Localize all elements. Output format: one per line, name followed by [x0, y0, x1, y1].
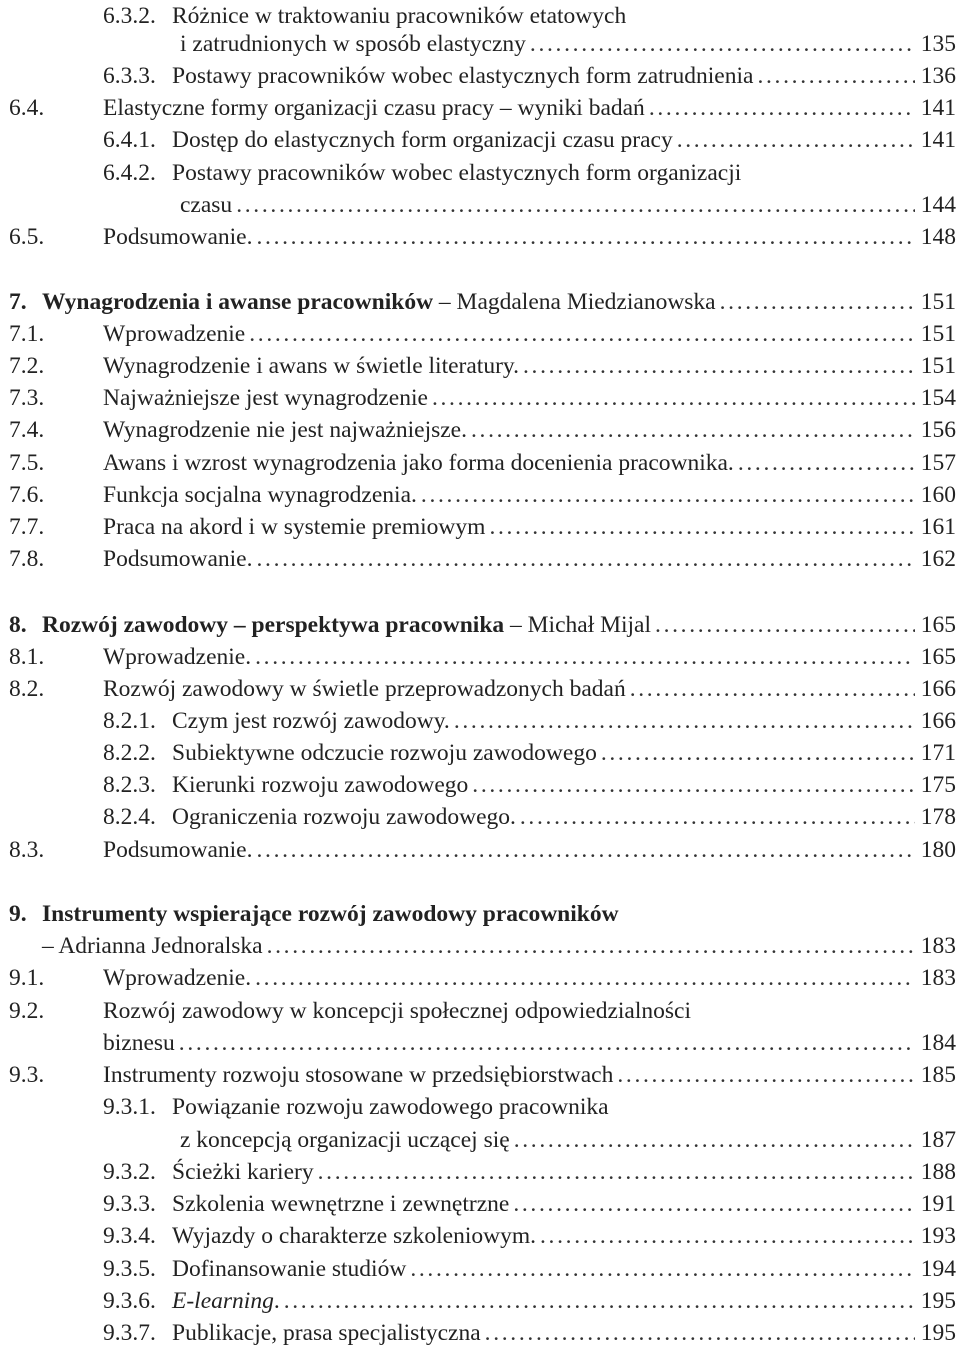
toc-entry-number: 9.1. [9, 965, 45, 991]
dot-leader [655, 609, 915, 641]
toc-entry-title [103, 962, 251, 994]
dot-leader [530, 28, 915, 60]
toc-entry [9, 609, 956, 641]
toc-entry-title [103, 673, 626, 705]
toc-entry-number: 8.2.2. [103, 740, 156, 766]
toc-entry-number: 6.3.2. [103, 3, 156, 29]
toc-entry-number: 9.3.1. [103, 1094, 156, 1120]
toc-entry-title-text: Postawy pracowników wobec elastycznych form zatrudnienia [172, 63, 754, 89]
toc-entry [103, 1317, 956, 1349]
toc-entry-number: 9.3. [9, 1062, 45, 1088]
toc-entry-title [42, 609, 651, 641]
toc-entry-title [42, 286, 716, 318]
toc-entry-page-number: 135 [920, 31, 956, 57]
toc-entry-title [103, 1059, 613, 1091]
toc-entry [9, 382, 956, 414]
toc-entry-title-text: Wprowadzenie [103, 321, 246, 347]
toc-entry-title-italic: E-learning [172, 1288, 274, 1314]
dot-leader [738, 447, 915, 479]
toc-entry-page-number: 166 [920, 708, 956, 734]
toc-entry-number: 7.4. [9, 417, 45, 443]
toc-entry-title [103, 350, 519, 382]
toc-entry-title-text: Różnice w traktowaniu pracowników etatowych [172, 3, 627, 29]
toc-entry-title [42, 898, 619, 930]
dot-leader [255, 641, 915, 673]
toc-entry-page-number: 193 [920, 1223, 956, 1249]
toc-entry-title [172, 1220, 536, 1252]
toc-entry [103, 1156, 956, 1188]
toc-entry-page-number: 194 [920, 1256, 956, 1282]
toc-entry-number: 7.2. [9, 353, 45, 379]
toc-entry [103, 1285, 956, 1317]
toc-entry-title-text: Instrumenty rozwoju stosowane w przedsiębiorstwach [103, 1062, 614, 1088]
dot-leader [256, 834, 914, 866]
toc-entry-title-text: Wyjazdy o charakterze szkoleniowym. [172, 1223, 536, 1249]
toc-entry-page-number: 136 [920, 63, 956, 89]
toc-entry-page-number: 151 [920, 289, 956, 315]
toc-entry-page-number: 195 [920, 1288, 956, 1314]
toc-entry-title-text: Podsumowanie. [103, 224, 253, 250]
toc-entry-title [172, 705, 450, 737]
toc-entry-title [172, 157, 741, 189]
toc-entry [9, 286, 956, 318]
toc-entry [9, 995, 956, 1027]
toc-entry-title-text: Powiązanie rozwoju zawodowego pracownika [172, 1094, 609, 1120]
toc-entry-title-text: – Adrianna Jednoralska [42, 933, 263, 959]
toc-entry-page-number: 154 [920, 385, 956, 411]
toc-entry-title-text: Subiektywne odczucie rozwoju zawodowego [172, 740, 597, 766]
toc-entry-title-text: Podsumowanie. [103, 837, 253, 863]
toc-entry-title-text: Elastyczne formy organizacji czasu pracy – wyniki badań [103, 95, 645, 121]
dot-leader [757, 60, 914, 92]
toc-entry-title-text: Ścieżki kariery [172, 1159, 314, 1185]
toc-entry-number: 7.5. [9, 450, 45, 476]
toc-entry-page-number: 180 [920, 837, 956, 863]
toc-entry-title [180, 1124, 510, 1156]
toc-entry-title-text: Wynagrodzenie i awans w świetle literatury. [103, 353, 519, 379]
toc-entry-title [172, 801, 516, 833]
dot-leader [601, 737, 915, 769]
toc-entry-number: 7. [9, 289, 27, 315]
toc-entry [103, 1027, 956, 1059]
toc-entry-title [103, 382, 428, 414]
toc-entry-title [103, 479, 417, 511]
toc-entry-page-number: 161 [920, 514, 956, 540]
toc-entry-title-text: biznesu [103, 1030, 175, 1056]
toc-entry-page-number: 144 [920, 192, 956, 218]
toc-entry-page-number: 187 [920, 1127, 956, 1153]
toc-entry-title-text: Wprowadzenie. [103, 965, 252, 991]
dot-leader [514, 1124, 915, 1156]
toc-entry [9, 898, 956, 930]
toc-entry [103, 124, 956, 156]
toc-entry [9, 92, 956, 124]
toc-entry [9, 511, 956, 543]
dot-leader [284, 1285, 915, 1317]
toc-entry-number: 9.2. [9, 998, 45, 1024]
toc-entry-title [103, 995, 691, 1027]
toc-entry-title-bold: Wynagrodzenia i awanse pracowników [42, 289, 434, 315]
toc-entry-title [172, 1285, 280, 1317]
toc-entry-page-number: 148 [920, 224, 956, 250]
dot-leader [236, 189, 915, 221]
toc-entry [9, 221, 956, 253]
toc-entry-title-text: z koncepcją organizacji uczącej się [180, 1127, 510, 1153]
toc-entry [103, 1188, 956, 1220]
dot-leader [617, 1059, 914, 1091]
toc-entry-number: 8.2. [9, 676, 45, 702]
toc-entry-title [103, 447, 734, 479]
dot-leader [513, 1188, 914, 1220]
toc-entry [103, 801, 956, 833]
toc-entry-number: 9.3.5. [103, 1256, 156, 1282]
toc-entry-page-number: 162 [920, 546, 956, 572]
dot-leader [318, 1156, 915, 1188]
toc-entry-number: 7.1. [9, 321, 45, 347]
toc-entry-page-number: 171 [920, 740, 956, 766]
toc-entry-title [42, 930, 263, 962]
toc-entry-title-text: Czym jest rozwój zawodowy. [172, 708, 450, 734]
dot-leader [520, 801, 915, 833]
toc-entry-page-number: 165 [920, 612, 956, 638]
dot-leader [256, 221, 914, 253]
dot-leader [720, 286, 915, 318]
dot-leader [649, 92, 915, 124]
toc-entry-title-text: . [273, 1288, 280, 1314]
dot-leader [523, 350, 915, 382]
toc-entry-page-number: 141 [920, 95, 956, 121]
toc-entry-number: 8.2.4. [103, 804, 156, 830]
toc-entry-title [103, 318, 245, 350]
toc-entry-number: 9. [9, 901, 27, 927]
toc-entry-page-number: 195 [920, 1320, 956, 1346]
toc-entry-number: 8.2.1. [103, 708, 156, 734]
toc-entry-title-text: Funkcja socjalna wynagrodzenia. [103, 482, 417, 508]
toc-entry-page-number: 183 [920, 965, 956, 991]
dot-leader [540, 1220, 915, 1252]
dot-leader [256, 543, 914, 575]
dot-leader [472, 769, 914, 801]
toc-entry-title-text: Awans i wzrost wynagrodzenia jako forma docenienia pracownika. [103, 450, 734, 476]
toc-entry-page-number: 160 [920, 482, 956, 508]
toc-entry-number: 9.3.2. [103, 1159, 156, 1185]
toc-entry-page-number: 141 [920, 127, 956, 153]
toc-entry [103, 1253, 956, 1285]
toc-entry-number: 9.3.3. [103, 1191, 156, 1217]
toc-entry-title [180, 189, 232, 221]
toc-entry-title [172, 1188, 509, 1220]
toc-entry [9, 543, 956, 575]
toc-entry [9, 962, 956, 994]
toc-entry [42, 930, 956, 962]
toc-entry-number: 8.1. [9, 644, 45, 670]
toc-entry-number: 9.3.6. [103, 1288, 156, 1314]
toc-entry-title-text: Ograniczenia rozwoju zawodowego. [172, 804, 516, 830]
dot-leader [677, 124, 915, 156]
toc-entry-title [172, 124, 673, 156]
toc-entry-page-number: 191 [920, 1191, 956, 1217]
toc-entry-number: 7.6. [9, 482, 45, 508]
toc-entry [9, 673, 956, 705]
toc-entry [103, 60, 956, 92]
toc-entry-title-text: Publikacje, prasa specjalistyczna [172, 1320, 481, 1346]
toc-entry-title [180, 28, 526, 60]
toc-entry-page-number: 157 [920, 450, 956, 476]
toc-entry-page-number: 178 [920, 804, 956, 830]
toc-entry-page-number: 184 [920, 1030, 956, 1056]
toc-entry [180, 189, 956, 221]
toc-entry-title [103, 543, 252, 575]
dot-leader [421, 479, 915, 511]
toc-entry-number: 6.4.1. [103, 127, 156, 153]
toc-entry-number: 8. [9, 612, 27, 638]
toc-entry-number: 7.7. [9, 514, 45, 540]
toc-entry-number: 6.5. [9, 224, 45, 250]
toc-entry-title-text: Wynagrodzenie nie jest najważniejsze. [103, 417, 467, 443]
toc-entry-page-number: 183 [920, 933, 956, 959]
toc-entry [103, 1091, 956, 1123]
toc-entry [180, 28, 956, 60]
toc-entry-title [172, 769, 468, 801]
toc-entry [103, 1220, 956, 1252]
dot-leader [179, 1027, 915, 1059]
toc-entry-title [172, 737, 597, 769]
dot-leader [249, 318, 915, 350]
toc-entry-title-text: i zatrudnionych w sposób elastyczny [180, 31, 526, 57]
toc-entry-title-text: Praca na akord i w systemie premiowym [103, 514, 486, 540]
dot-leader [432, 382, 915, 414]
toc-entry-title [103, 511, 485, 543]
toc-entry-title-text: – Michał Mijal [504, 612, 652, 638]
toc-entry-title-text: Postawy pracowników wobec elastycznych form organizacji [172, 160, 742, 186]
toc-entry-page-number: 166 [920, 676, 956, 702]
toc-entry-title-text: czasu [180, 192, 233, 218]
toc-entry-number: 9.3.4. [103, 1223, 156, 1249]
toc-entry [103, 157, 956, 189]
toc-entry-title [172, 1317, 481, 1349]
toc-entry [9, 447, 956, 479]
toc-entry [9, 318, 956, 350]
dot-leader [630, 673, 915, 705]
dot-leader [267, 930, 915, 962]
toc-entry-title-text: Najważniejsze jest wynagrodzenie [103, 385, 428, 411]
toc-entry-title [172, 1091, 609, 1123]
toc-entry-title-text: Kierunki rozwoju zawodowego [172, 772, 469, 798]
toc-entry-title-bold: Instrumenty wspierające rozwój zawodowy pracowników [42, 901, 619, 927]
toc-entry-title [172, 1156, 314, 1188]
toc-entry-title-text: Dostęp do elastycznych form organizacji czasu pracy [172, 127, 673, 153]
toc-entry-title-text: Rozwój zawodowy w koncepcji społecznej odpowiedzialności [103, 998, 691, 1024]
toc-entry-number: 7.3. [9, 385, 45, 411]
toc-entry-number: 7.8. [9, 546, 45, 572]
toc-entry [9, 414, 956, 446]
toc-entry [9, 834, 956, 866]
toc-entry-title-text: Rozwój zawodowy w świetle przeprowadzonych badań [103, 676, 626, 702]
toc-entry-title-text: Szkolenia wewnętrzne i zewnętrzne [172, 1191, 510, 1217]
toc-entry [9, 479, 956, 511]
toc-entry-title-text: – Magdalena Miedzianowska [433, 289, 716, 315]
toc-entry-page-number: 185 [920, 1062, 956, 1088]
toc-entry-title [172, 60, 753, 92]
toc-entry-page-number: 151 [920, 321, 956, 347]
toc-entry-title [103, 834, 252, 866]
toc-entry [9, 1059, 956, 1091]
toc-entry-number: 6.4. [9, 95, 45, 121]
toc-entry-title-text: Wprowadzenie. [103, 644, 252, 670]
dot-leader [485, 1317, 915, 1349]
toc-entry-number: 8.2.3. [103, 772, 156, 798]
toc-entry [103, 769, 956, 801]
dot-leader [489, 511, 914, 543]
toc-entry-number: 6.3.3. [103, 63, 156, 89]
toc-entry [180, 1124, 956, 1156]
toc-entry [9, 350, 956, 382]
dot-leader [410, 1253, 914, 1285]
toc-entry-title [103, 221, 252, 253]
toc-entry-number: 8.3. [9, 837, 45, 863]
toc-entry-page-number: 165 [920, 644, 956, 670]
toc-entry-title [103, 1027, 175, 1059]
toc-entry-page-number: 151 [920, 353, 956, 379]
toc-entry-title [103, 92, 645, 124]
toc-entry-page-number: 175 [920, 772, 956, 798]
toc-entry-number: 6.4.2. [103, 160, 156, 186]
toc-entry-title [172, 1253, 406, 1285]
toc-entry-page-number: 156 [920, 417, 956, 443]
toc-entry [103, 705, 956, 737]
toc-entry-title-bold: Rozwój zawodowy – perspektywa pracownika [42, 612, 505, 638]
toc-entry-page-number: 188 [920, 1159, 956, 1185]
toc-entry [9, 641, 956, 673]
dot-leader [454, 705, 915, 737]
toc-entry-title-text: Dofinansowanie studiów [172, 1256, 407, 1282]
dot-leader [255, 962, 915, 994]
toc-entry-title [103, 414, 467, 446]
toc-entry-title [103, 641, 251, 673]
toc-entry-number: 9.3.7. [103, 1320, 156, 1346]
dot-leader [471, 414, 915, 446]
toc-entry-title-text: Podsumowanie. [103, 546, 253, 572]
toc-entry [103, 737, 956, 769]
